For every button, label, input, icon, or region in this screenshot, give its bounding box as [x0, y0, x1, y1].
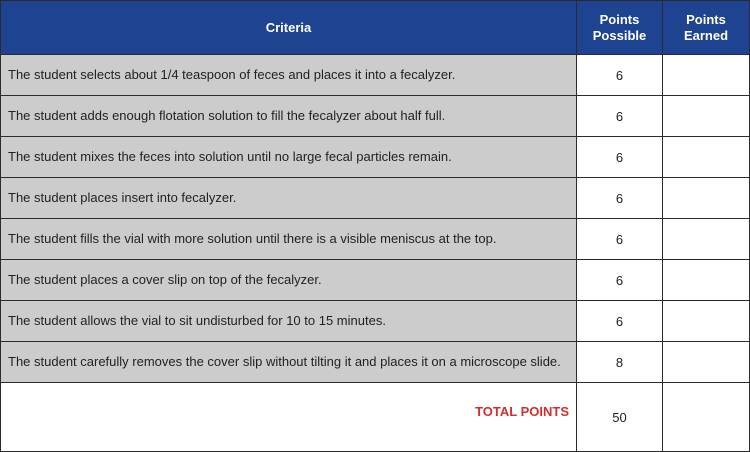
points-earned-cell[interactable] [663, 137, 750, 178]
header-row [1, 1, 750, 55]
points-earned-cell[interactable] [663, 96, 750, 137]
points-possible-cell: 6 [577, 219, 663, 260]
points-earned-cell[interactable] [663, 301, 750, 342]
points-possible-header-line1: Points [599, 11, 640, 27]
criteria-cell: The student mixes the feces into solution until no large fecal particles remain. [1, 137, 577, 178]
points-possible-cell: 6 [577, 137, 663, 178]
points-earned-cell[interactable] [663, 55, 750, 96]
points-possible-cell: 6 [577, 96, 663, 137]
points-possible-cell: 6 [577, 178, 663, 219]
points-possible-cell: 6 [577, 260, 663, 301]
criteria-cell: The student adds enough flotation solution to fill the fecalyzer about half full. [1, 96, 577, 137]
points-possible-header [577, 1, 663, 55]
points-possible-header-line2: Possible [592, 27, 647, 43]
table-row [1, 260, 750, 301]
criteria-cell: The student carefully removes the cover slip without tilting it and places it on a microscope slide. [1, 342, 577, 383]
total-points-earned[interactable] [663, 383, 750, 452]
table-row [1, 178, 750, 219]
points-earned-header-line1: Points [686, 11, 726, 27]
points-possible-cell: 6 [577, 55, 663, 96]
criteria-cell: The student places insert into fecalyzer. [1, 178, 577, 219]
total-points-label: TOTAL POINTS [1, 383, 577, 452]
table-row [1, 219, 750, 260]
points-earned-cell[interactable] [663, 342, 750, 383]
points-possible-cell: 8 [577, 342, 663, 383]
criteria-cell: The student places a cover slip on top of the fecalyzer. [1, 260, 577, 301]
table-row [1, 55, 750, 96]
points-possible-cell: 6 [577, 301, 663, 342]
table-row [1, 96, 750, 137]
total-row [1, 383, 750, 452]
table-row [1, 137, 750, 178]
criteria-cell: The student selects about 1/4 teaspoon of feces and places it into a fecalyzer. [1, 55, 577, 96]
points-earned-cell[interactable] [663, 219, 750, 260]
points-earned-header [663, 1, 750, 55]
points-earned-cell[interactable] [663, 178, 750, 219]
criteria-header: Criteria [1, 1, 577, 55]
points-earned-cell[interactable] [663, 260, 750, 301]
table-row [1, 301, 750, 342]
table-row [1, 342, 750, 383]
total-points-possible: 50 [577, 383, 663, 452]
criteria-cell: The student allows the vial to sit undisturbed for 10 to 15 minutes. [1, 301, 577, 342]
points-earned-header-line2: Earned [683, 27, 729, 43]
criteria-cell: The student fills the vial with more solution until there is a visible meniscus at the top. [1, 219, 577, 260]
